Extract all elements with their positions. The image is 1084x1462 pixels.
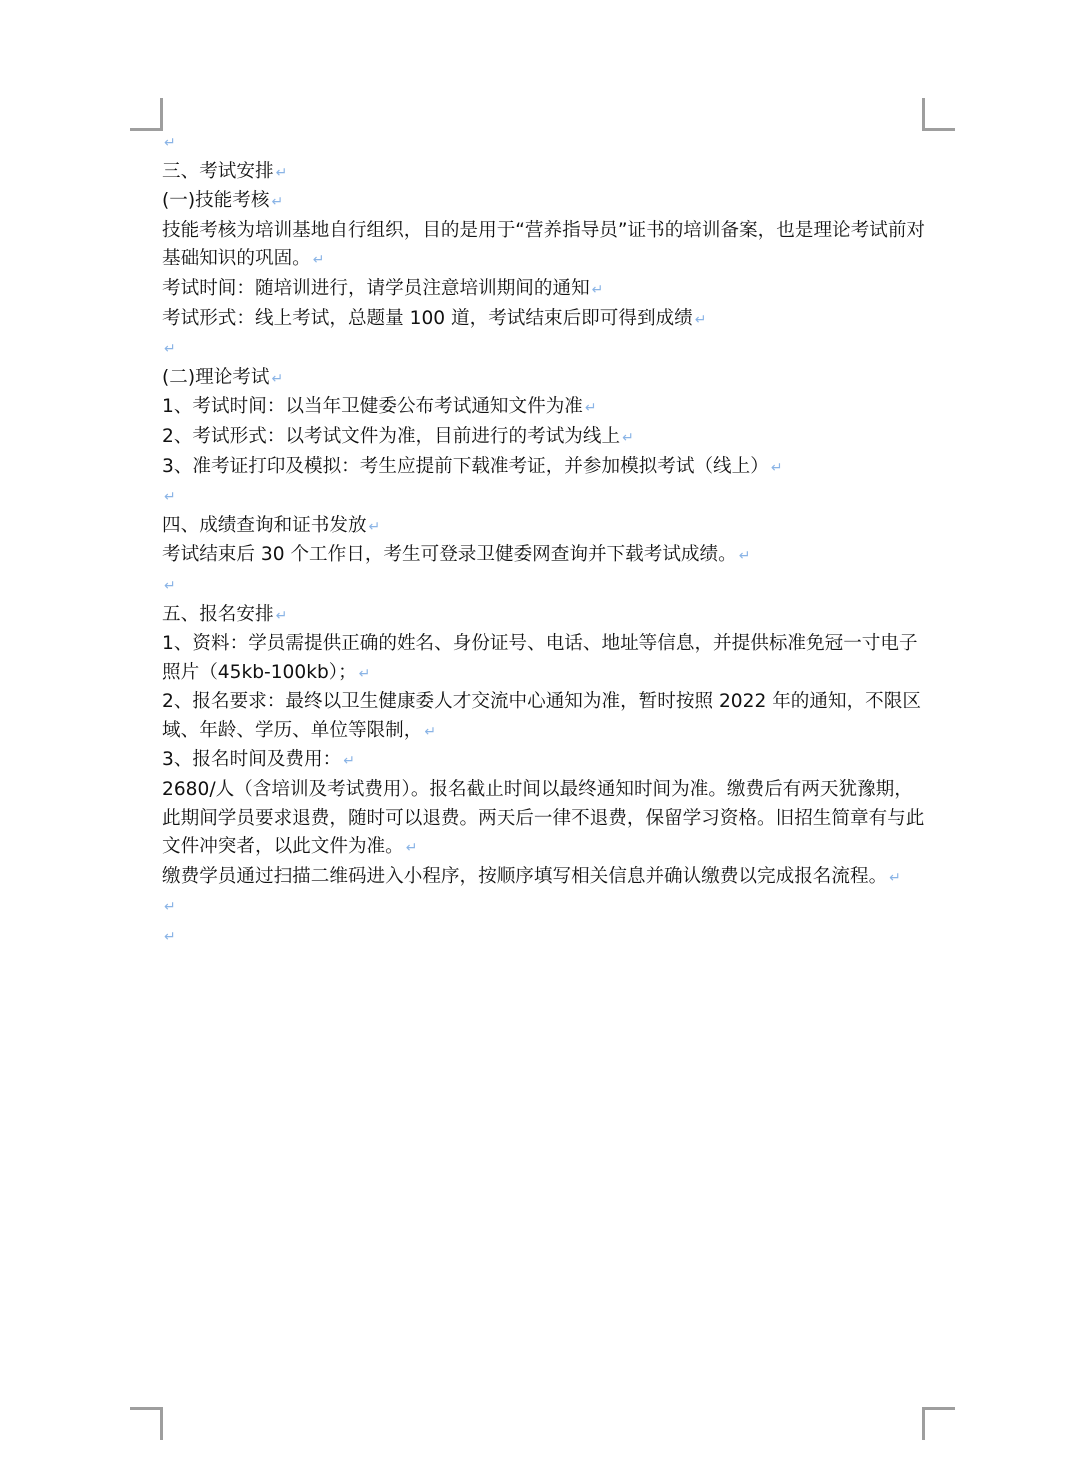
paragraph: 2680/人（含培训及考试费用）。报名截止时间以最终通知时间为准。缴费后有两天犹豫期，此期间学员要求退费，随时可以退费。两天后一律不退费，保留学习资格。旧招生简章有与此文件冲突者，以此文件为准。 ↵: [162, 779, 925, 858]
paragraph-mark-icon: ↵: [889, 869, 901, 886]
section-heading-registration: 五、报名安排 ↵: [162, 603, 288, 625]
paragraph: 考试时间：随培训进行，请学员注意培训期间的通知 ↵: [162, 277, 604, 299]
list-item: 2、报名要求：最终以卫生健康委人才交流中心通知为准，暂时按照 2022 年的通知，不限区域、年龄、学历、单位等限制， ↵: [162, 691, 921, 741]
top-right-margin-marker: [922, 98, 955, 131]
bottom-left-margin-marker: [130, 1407, 163, 1440]
empty-paragraph: [162, 571, 928, 601]
list-item: 3、报名时间及费用： ↵: [162, 749, 355, 771]
paragraph-mark-icon: ↵: [343, 753, 355, 770]
subheading-skill-assessment: (一)技能考核 ↵: [162, 190, 284, 212]
bottom-right-margin-marker: [922, 1407, 955, 1440]
empty-paragraph: [162, 334, 928, 364]
paragraph-mark-icon: ↵: [164, 899, 176, 916]
paragraph-mark-icon: ↵: [164, 489, 176, 506]
empty-paragraph: [162, 128, 928, 158]
paragraph-mark-icon: ↵: [164, 341, 176, 358]
document-body[interactable]: [162, 128, 928, 952]
paragraph-mark-icon: ↵: [164, 929, 176, 946]
section-heading-exam-arrangement: 三、考试安排 ↵: [162, 160, 288, 182]
top-left-margin-marker: [130, 98, 163, 131]
paragraph-mark-icon: ↵: [694, 311, 707, 328]
paragraph-mark-icon: ↵: [622, 429, 634, 446]
paragraph-mark-icon: ↵: [738, 548, 751, 565]
paragraph-mark-icon: ↵: [770, 459, 783, 476]
list-item: 1、资料：学员需提供正确的姓名、身份证号、电话、地址等信息，并提供标准免冠一寸电子照片（45kb-100kb）； ↵: [162, 633, 918, 683]
paragraph-mark-icon: ↵: [424, 723, 437, 740]
paragraph: 考试形式：线上考试，总题量 100 道，考试结束后即可得到成绩 ↵: [162, 307, 707, 329]
paragraph-mark-icon: ↵: [275, 164, 288, 181]
paragraph-mark-icon: ↵: [368, 518, 381, 535]
paragraph: 缴费学员通过扫描二维码进入小程序，按顺序填写相关信息并确认缴费以完成报名流程。 ↵: [162, 865, 901, 887]
list-item: 3、准考证打印及模拟：考生应提前下载准考证，并参加模拟考试（线上） ↵: [162, 455, 783, 477]
empty-paragraph: [162, 892, 928, 922]
paragraph: 技能考核为培训基地自行组织，目的是用于“营养指导员”证书的培训备案，也是理论考试前对基础知识的巩固。 ↵: [162, 219, 926, 270]
list-item: 2、考试形式：以考试文件为准，目前进行的考试为线上 ↵: [162, 425, 634, 447]
paragraph-mark-icon: ↵: [164, 577, 176, 594]
paragraph-mark-icon: ↵: [271, 370, 284, 387]
list-item: 1、考试时间：以当年卫健委公布考试通知文件为准 ↵: [162, 396, 597, 418]
subheading-theory-exam: (二)理论考试 ↵: [162, 366, 284, 388]
paragraph-mark-icon: ↵: [271, 194, 284, 211]
empty-paragraph: [162, 482, 928, 512]
paragraph-mark-icon: ↵: [584, 400, 597, 417]
paragraph-mark-icon: ↵: [275, 607, 288, 624]
paragraph-mark-icon: ↵: [164, 135, 176, 151]
paragraph-mark-icon: ↵: [591, 281, 604, 298]
section-heading-results-certificates: 四、成绩查询和证书发放 ↵: [162, 514, 381, 536]
paragraph: 考试结束后 30 个工作日，考生可登录卫健委网查询并下载考试成绩。 ↵: [162, 544, 751, 566]
paragraph-mark-icon: ↵: [358, 665, 371, 682]
paragraph-mark-icon: ↵: [405, 840, 418, 857]
paragraph-mark-icon: ↵: [312, 252, 325, 269]
empty-paragraph: [162, 922, 928, 952]
